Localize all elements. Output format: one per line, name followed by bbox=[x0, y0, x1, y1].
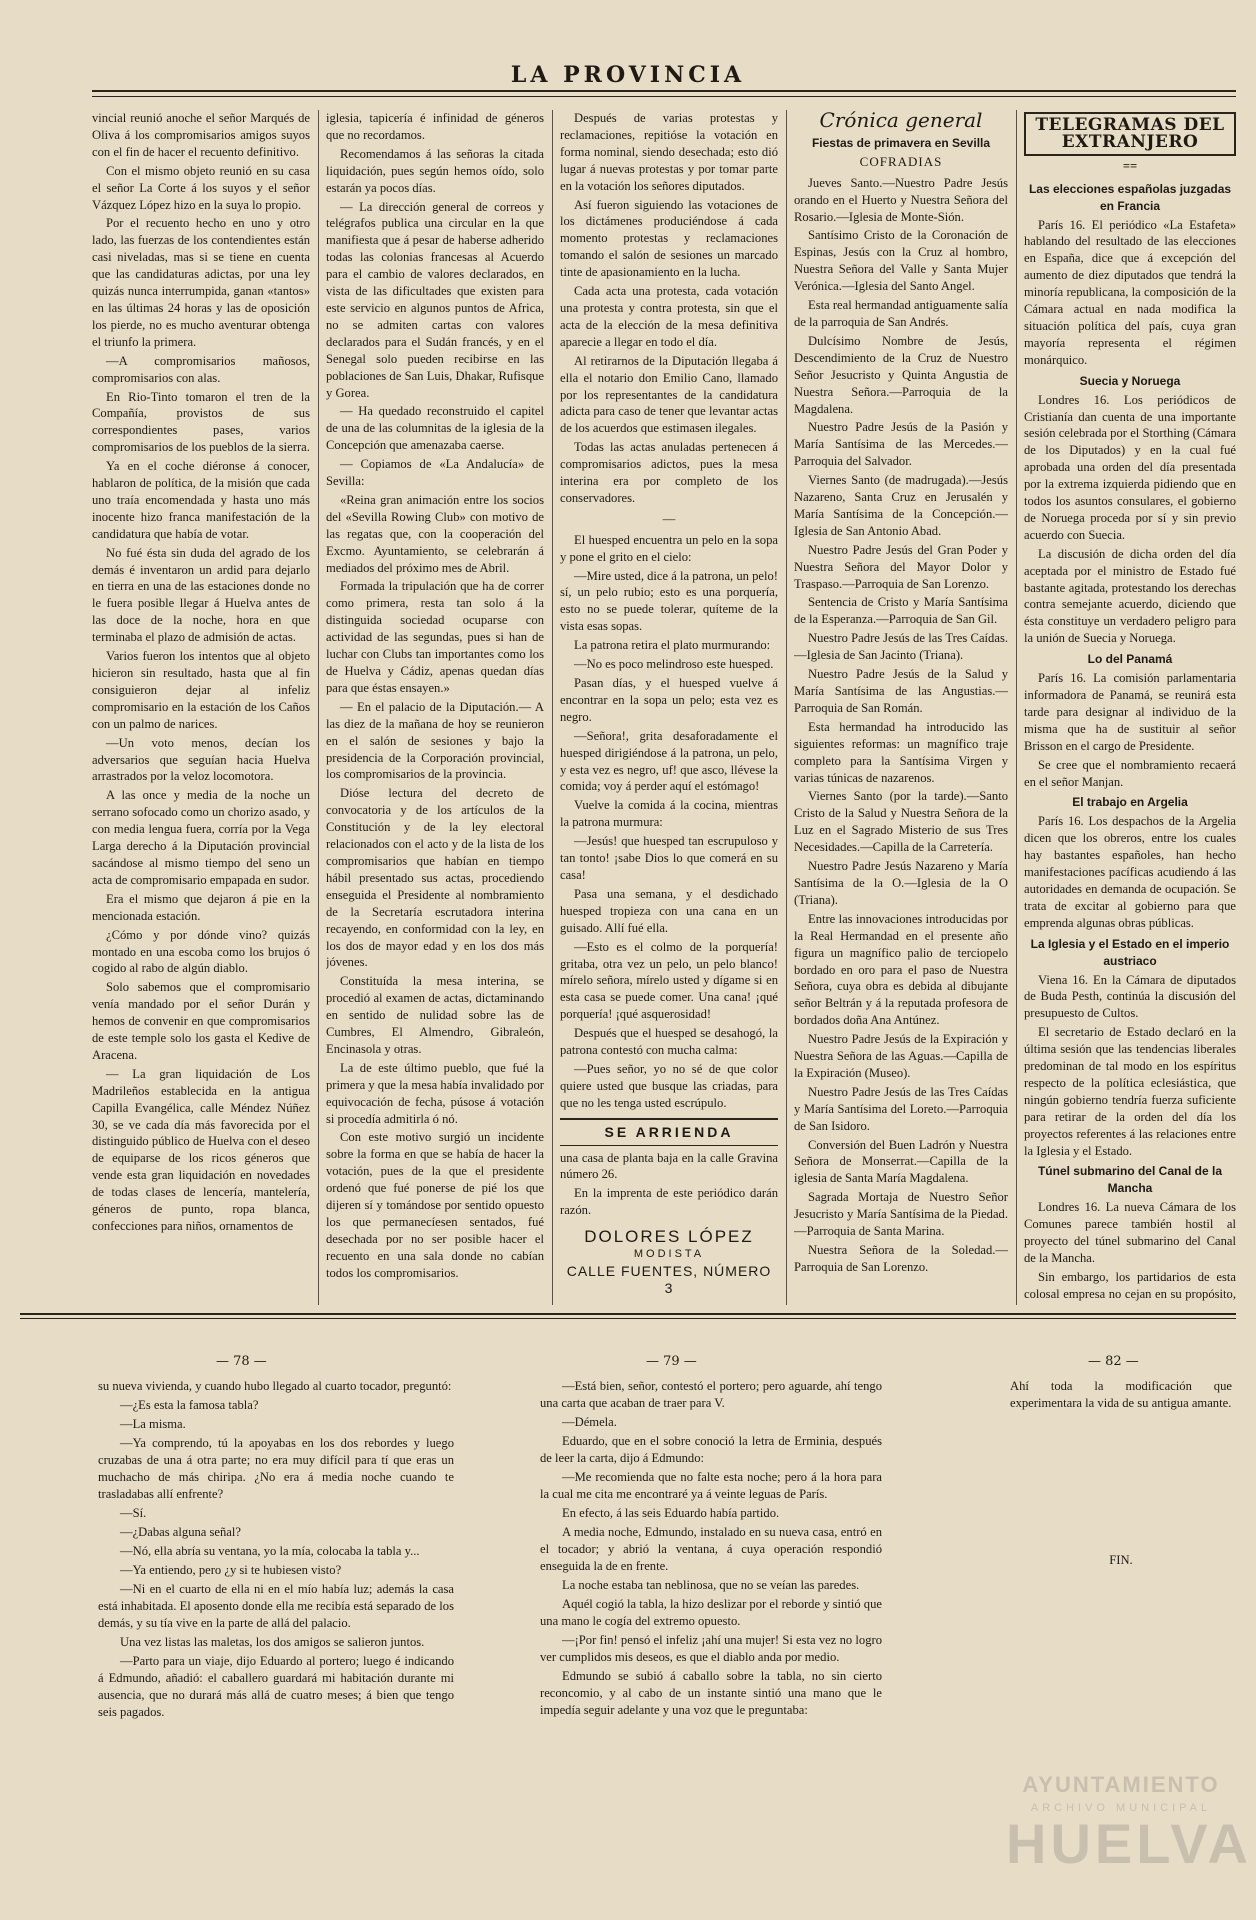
telegram-paragraph: París 16. La comisión parlamentaria informadora de Panamá, se reunirá esta tarde para designar al individuo de la misma que ha de sustituir al señor Brisson en el cargo de Presidente. bbox=[1024, 671, 1236, 753]
paragraph: —Esto es el colmo de la porquería! gritaba, otra vez un pelo, un pelo blanco! mírelo señora, mírelo usted y dígame si en esta casa se puede comer. Una cana! ¡qué porquería! ¡qué asquerosidad! bbox=[560, 939, 778, 1022]
paragraph: Una vez listas las maletas, los dos amigos se salieron juntos. bbox=[120, 1635, 425, 1649]
paragraph: Después de varias protestas y reclamaciones, repitióse la votación en forma nominal, siendo desechada; esto dió lugar á nuevas protestas y por tomar parte en la votación los señores diputados. bbox=[560, 111, 778, 193]
paragraph: ¿Cómo y por dónde vino? quizás montado en una escoba como los brujos ó cogido al rabo de algún diablo. bbox=[92, 927, 310, 976]
paragraph: —Un voto menos, decían los adversarios que seguían hacia Huelva arrastrados por la veloz locomotora. bbox=[92, 735, 310, 784]
telegram-paragraph: Se cree que el nombramiento recaerá en el señor Manjan. bbox=[1024, 757, 1236, 789]
paragraph: Recomendamos á las señoras la citada liquidación, pues según hemos oído, solo estarán ya pocos días. bbox=[326, 146, 544, 195]
paragraph: su nueva vivienda, y cuando hubo llegado al cuarto tocador, preguntó: bbox=[98, 1379, 452, 1393]
paragraph: La noche estaba tan neblinosa, que no se veían las paredes. bbox=[562, 1578, 860, 1592]
top-columns bbox=[92, 110, 1236, 1305]
paragraph: Nuestro Padre Jesús del Gran Poder y Nuestra Señora del Mayor Dolor y Traspaso.—Parroquia de San Lorenzo. bbox=[794, 542, 1008, 591]
ad-text: una casa de planta baja en la calle Gravina número 26. bbox=[560, 1150, 778, 1182]
paragraph: Así fueron siguiendo las votaciones de los dictámenes produciéndose á cada momento protestas y reclamaciones tomando el salón de sesiones un marcado tinte de apasionamiento en la lucha. bbox=[560, 197, 778, 280]
paragraph: Sentencia de Cristo y María Santísima de la Esperanza.—Parroquia de San Gil. bbox=[794, 595, 1008, 627]
telegramas-title: TELEGRAMAS DEL EXTRANJERO bbox=[1024, 112, 1236, 156]
paragraph: Viernes Santo (de madrugada).—Jesús Nazareno, Santa Cruz en Jerusalén y María Santísima de la Concepción.—Iglesia de San Antonio Abad. bbox=[794, 473, 1008, 538]
column-5 bbox=[1024, 110, 1236, 1305]
telegram-heading: Lo del Panamá bbox=[1087, 652, 1173, 667]
paragraph: Edmundo se subió á caballo sobre la tabla, no sin cierto reconcomio, y al cabo de un instante sintió una mano que le impedía seguir adelante y una voz que le preguntaba: bbox=[540, 1669, 882, 1717]
paragraph: —Ya entiendo, pero ¿y si te hubiesen visto? bbox=[120, 1563, 342, 1577]
ad-address: CALLE FUENTES, NÚMERO 3 bbox=[566, 1263, 772, 1296]
telegram-paragraph: Viena 16. En la Cámara de diputados de Buda Pesth, continúa la discusión del presupuesto de Cultos. bbox=[1024, 972, 1236, 1021]
cronica-title: Crónica general bbox=[819, 110, 983, 132]
column-4 bbox=[794, 110, 1008, 1305]
paragraph: — En el palacio de la Diputación.— A las diez de la mañana de hoy se reunieron en el salón de sesiones y bajo la presidencia de la Corporación provincial, los compromisarios de la provincia. bbox=[326, 699, 544, 782]
paragraph: Después que el huesped se desahogó, la patrona contestó con mucha calma: bbox=[560, 1026, 778, 1058]
separator: — bbox=[662, 511, 676, 526]
folletin-page-82: — 82 — bbox=[1088, 1354, 1139, 1369]
paragraph: —A compromisarios mañosos, compromisarios con alas. bbox=[92, 353, 310, 385]
archive-watermark bbox=[1006, 1772, 1252, 1902]
paragraph: Con el mismo objeto reunió en su casa el señor La Corte á los suyos y el señor Vázquez López hizo en la suya lo propio. bbox=[92, 163, 310, 212]
paragraph: Sagrada Mortaja de Nuestro Señor Jesucristo y María Santísima de la Piedad.—Parroquia de Santa Marina. bbox=[794, 1190, 1008, 1239]
ad-title: SE ARRIENDA bbox=[604, 1123, 734, 1140]
paragraph: Vuelve la comida á la cocina, mientras la patrona murmura: bbox=[560, 798, 778, 830]
column-divider bbox=[552, 110, 553, 1305]
paragraph: Ahí toda la modificación que experimentara la vida de su antigua amante. bbox=[1010, 1379, 1232, 1410]
telegram-paragraph: Sin embargo, los partidarios de esta colosal empresa no cejan en su propósito, bbox=[1024, 1269, 1236, 1301]
paragraph: —Ni en el cuarto de ella ni en el mío había luz; además la casa está inhabitada. El aposento donde ella me recibía está separado de los demás, y su tía vive en la parte de allá del palacio. bbox=[98, 1582, 454, 1630]
ad-name: DOLORES LÓPEZ bbox=[584, 1227, 754, 1247]
paragraph: A media noche, Edmundo, instalado en su nueva casa, entró en el tocador; y abrió la ventana, á cuya operación respondió enseguida la de en frente. bbox=[540, 1525, 882, 1573]
paragraph: Cada acta una protesta, cada votación una protesta y contra protesta, sin que el acta de la elección de la mesa definitiva aparecie a llegar en todo el día. bbox=[560, 284, 778, 349]
paragraph: Al retirarnos de la Diputación llegaba á ella el notario don Emilio Cano, llamado por los representantes de la candidatura adicta para caso de tener que levantar actas de los acuerdos que estimasen ilegales. bbox=[560, 353, 778, 436]
paragraph: Nuestro Padre Jesús de la Pasión y María Santísima de las Mercedes.—Parroquia del Salvador. bbox=[794, 420, 1008, 469]
masthead-rule-thin bbox=[92, 96, 1236, 97]
telegram-paragraph: La discusión de dicha orden del día aceptada por el ministro de Estado fué bastante agitada, protestando los derechas contra semejante acuerdo, diciendo que ésta constituye un verdadero peligro para la unión de Suecia y Noruega. bbox=[1024, 546, 1236, 646]
folletin-page-78: — 78 — bbox=[216, 1354, 267, 1369]
paragraph: «Reina gran animación entre los socios del «Sevilla Rowing Club» con motivo de las regatas que, con la cooperación del Excmo. Ayuntamiento, se celebrarán á mediados del próximo mes de Abril. bbox=[326, 492, 544, 575]
folletin-left bbox=[98, 1378, 454, 1723]
telegram-heading: La Iglesia y el Estado en el imperio austriaco bbox=[1030, 936, 1230, 968]
telegram-paragraph: Londres 16. Los periódicos de Cristianía dan cuenta de una importante sesión celebrada por el Storthing (Cámara de los Diputados) y en la cual fué aprobada una orden del día presentada por la extrema izquierda pidiendo que en todos los asuntos consulares, el gobierno de Noruega proceda por sí y sin previo acuerdo con Suecia. bbox=[1024, 392, 1236, 542]
paragraph: —Parto para un viaje, dijo Eduardo al portero; luego é indicando á Edmundo, añadió: el caballero guardará mi habitación durante mi ausencia, que no durará más allá de cuatro meses; á bien que tengo seis pagados. bbox=[98, 1654, 454, 1719]
paragraph: —Pues señor, yo no sé de que color quiere usted que busque las criadas, para que no les tenga usted escrúpulo. bbox=[560, 1061, 778, 1110]
paragraph: vincial reunió anoche el señor Marqués de Oliva á los compromisarios amigos suyos con el fin de hacer el recuento definitivo. bbox=[92, 111, 310, 159]
column-3 bbox=[560, 110, 778, 1305]
paragraph: Ya en el coche diéronse á conocer, hablaron de política, de la misión que cada uno traía encomendada y hasta uno más inocente hizo franca manifestación de la candidatura que había de votar. bbox=[92, 459, 310, 541]
paragraph: El huesped encuentra un pelo en la sopa y pone el grito en el cielo: bbox=[560, 532, 778, 564]
column-divider bbox=[318, 110, 319, 1305]
paragraph: Nuestro Padre Jesús de la Salud y María Santísima de las Angustias.—Parroquia de San Román. bbox=[794, 667, 1008, 715]
telegram-heading: Las elecciones españolas juzgadas en Francia bbox=[1028, 181, 1232, 213]
telegram-heading: El trabajo en Argelia bbox=[1072, 795, 1188, 810]
paragraph: —Sí. bbox=[120, 1506, 147, 1520]
paragraph: — La dirección general de correos y telégrafos publica una circular en la que manifiesta que á pesar de haberse adherido todas las colonias francesas al Acuerdo para el cambio de valores declarados, en vista de las dificultades que existen para este servicio en algunos puntos de Africa, no se admiten cartas con valores declarados para el Sudán francés, y en el Senegal solo pueden recibirse en las poblaciones de San Luis, Dhakar, Rufisque y Gorea. bbox=[326, 199, 544, 400]
page-rule-thin bbox=[20, 1318, 1236, 1319]
paragraph: iglesia, tapicería é infinidad de géneros que no recordamos. bbox=[326, 111, 544, 142]
paragraph: No fué ésta sin duda del agrado de los demás é inventaron un ardid para dejarlo en tierra en una de las estaciones donde no le fuera posible llegar á Huelva antes de las doce de la noche, hora en que terminaba el plazo de admisión de actas. bbox=[92, 545, 310, 645]
paragraph: —La misma. bbox=[120, 1417, 186, 1431]
paragraph: —Jesús! que huesped tan escrupuloso y tan tonto! ¡sabe Dios lo que comerá en su casa! bbox=[560, 834, 778, 882]
paragraph: Pasa una semana, y el desdichado huesped tropieza con una cana en un guisado. Allí fué ella. bbox=[560, 886, 778, 935]
paragraph: —¡Por fin! pensó el infeliz ¡ahí una mujer! Si esta vez no logro ver cumplidos mis deseos, es que el diablo anda por medio. bbox=[540, 1633, 882, 1664]
paragraph: —No es poco melindroso este huesped. bbox=[574, 657, 774, 672]
paragraph: En Rio-Tinto tomaron el tren de la Compañía, provistos de sus correspondientes pases, varios compromisarios de los pueblos de la sierra. bbox=[92, 389, 310, 455]
paragraph: —Ya comprendo, tú la apoyabas en los dos rebordes y luego cruzabas de una á otra parte; no era muy difícil para tí que eras un muchacho de más chiripa. ¿No era á media noche cuando te trasladabas allí enfrente? bbox=[98, 1436, 454, 1501]
ad-note: En la imprenta de este periódico darán razón. bbox=[560, 1186, 778, 1218]
paragraph: Por el recuento hecho en uno y otro lado, las fuerzas de los contendientes están casi niveladas, mas si se tiene en cuenta que las candidaturas adictas, por una ley quizás nunca interrumpida, ganan «tantos» en las últimas 24 horas y las de oposición los pierde, no es mucho aventurar obtenga el triunfo la primera. bbox=[92, 216, 310, 349]
paragraph: Aquél cogió la tabla, la hizo deslizar por el reborde y sintió que una mano le cogía del extremo opuesto. bbox=[540, 1597, 882, 1628]
paragraph: Era el mismo que dejaron á pie en la mencionada estación. bbox=[92, 891, 310, 923]
paragraph: Constituída la mesa interina, se procedió al examen de actas, dictaminando en sentido de nulidad sobre las de Cumbres, El Almendro, Gibraleón, Encinasola y otras. bbox=[326, 974, 544, 1056]
paragraph: Santísimo Cristo de la Coronación de Espinas, Jesús con la Cruz al hombro, Nuestra Señora del Valle y Santa Mujer Verónica.—Iglesia del Santo Angel. bbox=[794, 228, 1008, 294]
paragraph: A las once y media de la noche un serrano sofocado como un chorizo asado, y con media lengua fuera, corría por la Vega Larga derecho á la Diputación provincial sacándose al mismo tiempo del seno un acta de compromisario empapada en sudor. bbox=[92, 788, 310, 887]
paragraph: —Mire usted, dice á la patrona, un pelo! sí, un pelo rubio; esto es una porquería, esto no se puede tolerar, quíteme de la vista esas sopas. bbox=[560, 568, 778, 634]
column-divider bbox=[786, 110, 787, 1305]
column-1 bbox=[92, 110, 310, 1305]
telegram-paragraph: París 16. El periódico «La Estafeta» hablando del resultado de las elecciones en España, dice que á excepción del aumento de diez diputados que tendrá la minoría republicana, la composición de la Cámara actual en nada modifica la situación política del país, cuya gran mayoría representa el régimen monárquico. bbox=[1024, 217, 1236, 367]
paragraph: Con este motivo surgió un incidente sobre la forma en que se había de hacer la votación, pues de la que el presidente ordenó que fué ponerse de pié los que dijeren sí y tomándose por sentido opuesto los que permanecíesen sentados, fué desechada por no ser posible hacer el recuento en una sala donde no cabían todos los compromisarios. bbox=[326, 1130, 544, 1280]
paragraph: — La gran liquidación de Los Madrileños establecida en la antigua Capilla Evangélica, calle Méndez Núñez 30, se ve cada día más favorecida por el distinguido público de Huelva con el deseo de equiparse de los ricos géneros que vende esta gran liquidación en novedades de todas clases de lencería, mantelería, géneros de punto, ropa blanca, confecciones para niños, ornamentos de bbox=[92, 1066, 310, 1233]
paragraph: Entre las innovaciones introducidas por la Real Hermandad en el presente año figura un magnífico palio de terciopelo bordado en oro para el paso de Nuestra Señora, cuya obra es debida al dibujante señor Beltrán y á la reputada profesora de bordados doña Ana Antúnez. bbox=[794, 911, 1008, 1028]
cronica-subhead: COFRADIAS bbox=[859, 153, 943, 169]
watermark-line-2: ARCHIVO MUNICIPAL bbox=[1030, 1802, 1212, 1814]
paragraph: Nuestra Señora de la Soledad.—Parroquia de San Lorenzo. bbox=[794, 1243, 1008, 1274]
telegram-heading: Suecia y Noruega bbox=[1079, 373, 1181, 388]
folletin-page-79: — 79 — bbox=[646, 1354, 697, 1369]
paragraph: Dulcísimo Nombre de Jesús, Descendimiento de la Cruz de Nuestro Señor Jesucristo y Quinta Angustia de Nuestra Señora.—Parroquia de la Magdalena. bbox=[794, 333, 1008, 416]
paragraph: Formada la tripulación que ha de correr como primera, resta tan solo á la distinguida sociedad ocuparse con actividad de las segundas, pues si han de luchar con Clubs tan importantes como los de Huelva y Cádiz, apenas quedan días para que éstas ensayen.» bbox=[326, 579, 544, 695]
paragraph: — Copiamos de «La Andalucía» de Sevilla: bbox=[326, 457, 544, 489]
paragraph: —Señora!, grita desaforadamente el huesped dirigiéndose á la patrona, un pelo, y esta vez es negro, uf! que asco, llévese la comida; voy á perder aquí el estómago! bbox=[560, 728, 778, 794]
fin-mark: FIN. bbox=[1109, 1553, 1133, 1567]
paragraph: Esta hermandad ha introducido las siguientes reformas: un magnífico traje completo para la Santísima Virgen y varias túnicas de nazarenos. bbox=[794, 719, 1008, 785]
cronica-subtitle: Fiestas de primavera en Sevilla bbox=[811, 135, 991, 150]
paragraph: — Ha quedado reconstruido el capitel de una de las columnitas de la iglesia de la Concepción que amenazaba caerse. bbox=[326, 404, 544, 453]
paragraph: —Está bien, señor, contestó el portero; pero aguarde, ahí tengo una carta que acaban de traer para V. bbox=[540, 1379, 882, 1410]
page-rule bbox=[20, 1313, 1236, 1315]
folletin-middle bbox=[540, 1378, 882, 1721]
telegram-paragraph: París 16. Los despachos de la Argelia dicen que los obreros, entre los cuales hay bastantes españoles, han hecho manifestaciones pacíficas acudiendo á las autoridades en demanda de ocupación. Se trata de excitar al gobierno para que emprenda algunas obras públicas. bbox=[1024, 814, 1236, 930]
paragraph: Nuestro Padre Jesús de las Tres Caídas y María Santísima del Loreto.—Parroquia de San Isidoro. bbox=[794, 1084, 1008, 1133]
double-rule: == bbox=[1122, 158, 1138, 173]
telegram-paragraph: El secretario de Estado declaró en la última sesión que las tendencias liberales predominan de tal modo en los espíritus respecto de la política eclesiástica, que ningún gobierno tendría fuerza suficiente para retirar de la orden del día los proyectos referentes á las relaciones entre la Iglesia y el Estado. bbox=[1024, 1025, 1236, 1158]
paragraph: La de este último pueblo, que fué la primera y que la mesa había invalidado por equivocación de fecha, púsose á votación si procedía admitirla ó nó. bbox=[326, 1060, 544, 1126]
paragraph: En efecto, á las seis Eduardo había partido. bbox=[562, 1506, 780, 1520]
paragraph: —¿Es esta la famosa tabla? bbox=[120, 1398, 259, 1412]
paragraph: Nuestro Padre Jesús de la Expiración y Nuestra Señora de las Aguas.—Capilla de la Expiración (Museo). bbox=[794, 1032, 1008, 1080]
column-2 bbox=[326, 110, 544, 1305]
paragraph: Varios fueron los intentos que al objeto hicieron sin resultado, hasta que al fin consiguieron dejar al infeliz compromisario en la estación de los Caños con un palmo de narices. bbox=[92, 649, 310, 731]
paragraph: Pasan días, y el huesped vuelve á encontrar en la sopa un pelo; esta vez es negro. bbox=[560, 676, 778, 724]
ad-se-arrienda bbox=[560, 1118, 778, 1146]
telegram-heading: Túnel submarino del Canal de la Mancha bbox=[1037, 1164, 1223, 1196]
masthead: LA PROVINCIA bbox=[510, 62, 746, 88]
paragraph: —Nó, ella abría su ventana, yo la mía, colocaba la tabla y... bbox=[120, 1544, 420, 1558]
ad-role: MODISTA bbox=[633, 1248, 705, 1261]
paragraph: Viernes Santo (por la tarde).—Santo Cristo de la Salud y Nuestra Señora de la Luz en el Sagrado Misterio de sus Tres Necesidades.—Capilla de la Carretería. bbox=[794, 789, 1008, 855]
paragraph: Nuestro Padre Jesús de las Tres Caídas.—Iglesia de San Jacinto (Triana). bbox=[794, 631, 1008, 663]
telegram-paragraph: Londres 16. La nueva Cámara de los Comunes parece también hostil al proyecto del túnel submarino del Canal de la Mancha. bbox=[1024, 1200, 1236, 1265]
column-divider bbox=[1016, 110, 1017, 1305]
paragraph: Eduardo, que en el sobre conoció la letra de Erminia, después de leer la carta, dijo á Edmundo: bbox=[540, 1434, 882, 1465]
paragraph: Dióse lectura del decreto de convocatoria y de los artículos de la Constitución y de la ley electoral relacionados con el acto y de la lista de los compromisarios que habían en tiempo hábil presentado sus actas, procediendo enseguida el Presidente al nombramiento de la Secretaría escrutadora interina recayendo, en conformidad con la ley, en los dos de mayor edad y en los dos más jóvenes. bbox=[326, 786, 544, 970]
paragraph: Conversión del Buen Ladrón y Nuestra Señora de Monserrat.—Capilla de la iglesia de Santa María Magdalena. bbox=[794, 1137, 1008, 1186]
masthead-rule bbox=[92, 90, 1236, 92]
paragraph: La patrona retira el plato murmurando: bbox=[574, 638, 771, 653]
paragraph: —Démela. bbox=[562, 1415, 617, 1429]
ad-dolores-lopez bbox=[560, 1229, 778, 1297]
paragraph: —Me recomienda que no falte esta noche; pero á la hora para la cual me cita me encontraré ya á veinte leguas de París. bbox=[540, 1470, 882, 1501]
paragraph: Esta real hermandad antiguamente salía de la parroquia de San Andrés. bbox=[794, 298, 1008, 329]
folletin-right bbox=[1010, 1378, 1232, 1571]
paragraph: Jueves Santo.—Nuestro Padre Jesús orando en el Huerto y Nuestra Señora del Rosario.—Iglesia de Monte-Sión. bbox=[794, 175, 1008, 224]
paragraph: —¿Dabas alguna señal? bbox=[120, 1525, 241, 1539]
watermark-line-3: HUELVA bbox=[1006, 1812, 1252, 1875]
paragraph: Solo sabemos que el compromisario venía mandado por el señor Durán y hemos de convenir en que compromisarios de este temple solo los gasta el Kedive de Aracena. bbox=[92, 980, 310, 1062]
paragraph: Todas las actas anuladas pertenecen á compromisarios adictos, pues la mesa interina era por completo de los conservadores. bbox=[560, 440, 778, 505]
paragraph: Nuestro Padre Jesús Nazareno y María Santísima de la O.—Iglesia de la O (Triana). bbox=[794, 859, 1008, 907]
watermark-line-1: AYUNTAMIENTO bbox=[1022, 1772, 1220, 1797]
